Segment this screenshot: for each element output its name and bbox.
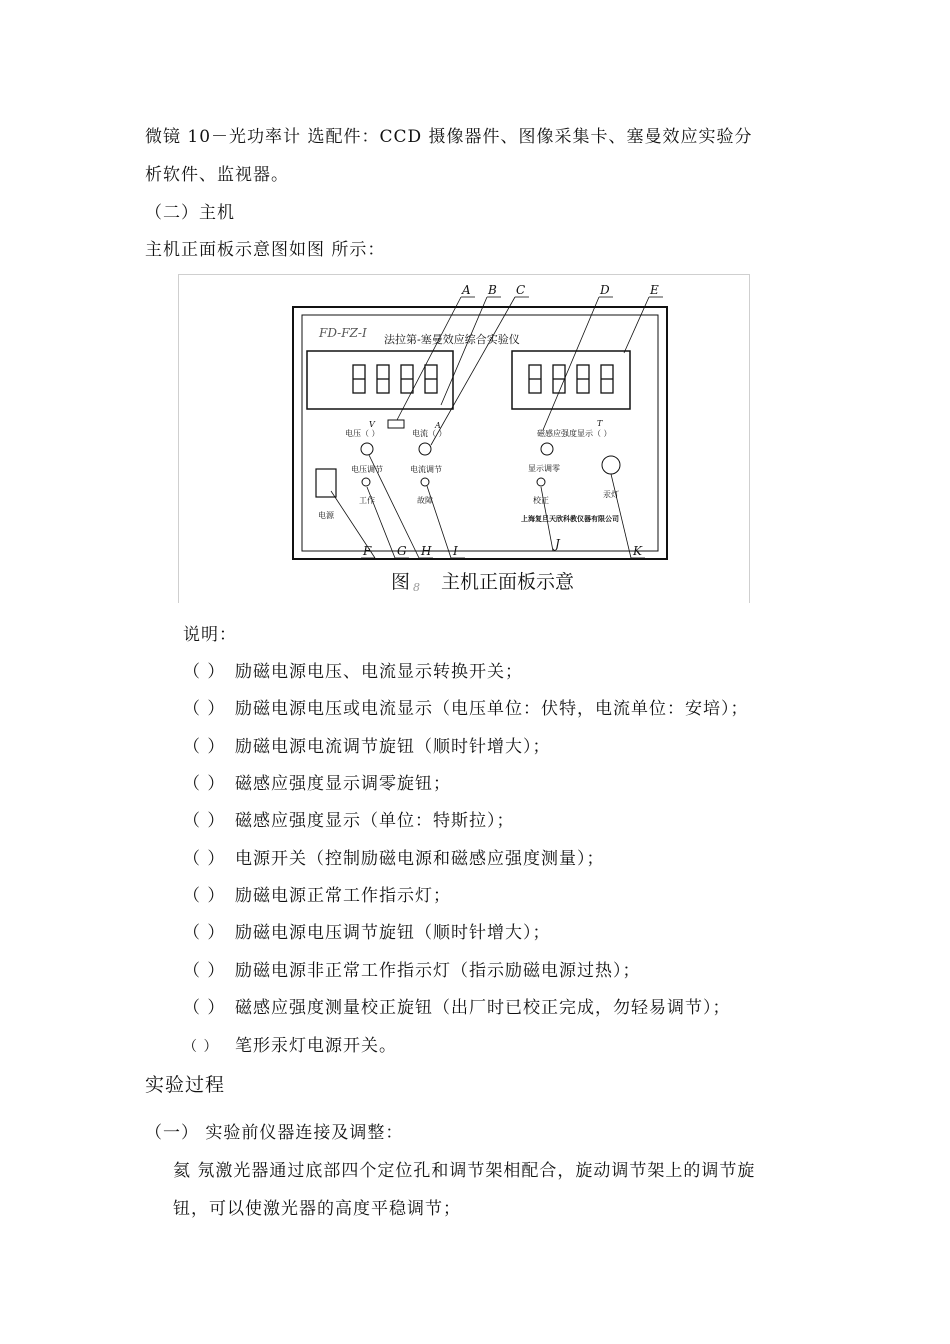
svg-text:B: B [488,283,497,297]
process-paragraph-line-2: 钮，可以使激光器的高度平稳调节； [173,1199,461,1219]
label-power: 电源 [318,511,334,520]
front-panel-figure [178,274,750,603]
panel-model: FD-FZ-I [319,326,367,340]
unit-a: A [435,421,441,430]
svg-text:I: I [453,544,458,558]
voltage-knob-ring [361,443,373,455]
unit-t: T [597,419,603,428]
label-current: 电流（ ） [412,429,447,438]
svg-text:H: H [421,544,432,558]
note-item: （ ） 励磁电源电压或电流显示（电压单位：伏特，电流单位：安培）； [183,699,749,719]
svg-text:G: G [397,544,407,558]
left-digits [353,365,437,393]
svg-text:D: D [600,283,610,297]
intro-line-2: 析软件、监视器。 [145,165,289,185]
letters-bottom [362,537,643,558]
label-zero: 显示调零 [528,464,560,473]
process-subheading: （一） 实验前仪器连接及调整： [145,1123,404,1143]
label-fault: 故障 [417,496,433,505]
label-calib: 校正 [533,496,549,505]
mercury-lamp-switch [602,456,620,474]
panel-title: 法拉第-塞曼效应综合实验仪 [384,333,520,346]
note-item: （ ） 磁感应强度显示（单位：特斯拉）； [183,811,515,831]
note-item: （ ） 励磁电源非正常工作指示灯（指示励磁电源过热）； [183,961,641,981]
panel-intro: 主机正面板示意图如图 所示： [145,240,386,260]
note-item: （ ） 磁感应强度显示调零旋钮； [183,774,451,794]
label-field: 磁感应强度显示（ ） [537,429,612,438]
svg-text:F: F [363,544,372,558]
voltage-current-display [307,351,453,409]
label-lamp: 汞灯 [603,490,619,499]
intro-line-1: 微镜 10－光功率计 选配件：CCD 摄像器件、图像采集卡、塞曼效应实验分 [145,127,753,147]
company-name: 上海复旦天欣科教仪器有限公司 [521,514,619,523]
calib-knob [537,478,545,486]
unit-v: V [369,420,375,429]
note-item: （ ） 笔形汞灯电源开关。 [183,1036,397,1056]
section-heading-host: （二）主机 [145,203,235,223]
caption-prefix: 图 [391,571,411,593]
note-item: （ ） 磁感应强度测量校正旋钮（出厂时已校正完成，勿轻易调节）； [183,998,731,1018]
label-work: 工作 [359,496,375,505]
zero-knob-ring [541,443,553,455]
label-i-adjust: 电流调节 [410,465,442,474]
note-item: （ ） 励磁电源电压、电流显示转换开关； [183,662,523,682]
note-item: （ ） 励磁电源电流调节旋钮（顺时针增大）； [183,737,551,757]
label-voltage: 电压（ ） [345,429,380,438]
notes-heading: 说明： [183,625,237,645]
field-display [512,351,630,409]
power-switch [316,469,336,497]
current-knob-ring [419,443,431,455]
caption-text: 主机正面板示意 [441,571,575,593]
right-digits [529,365,613,393]
label-v-adjust: 电压调节 [351,465,383,474]
process-paragraph-line-1: 氦 氖激光器通过底部四个定位孔和调节架相配合，旋动调节架上的调节旋 [173,1161,756,1181]
note-item: （ ） 励磁电源正常工作指示灯； [183,886,451,906]
display-switch [388,420,404,428]
svg-text:E: E [650,283,659,297]
letters-top [461,283,659,297]
svg-text:K: K [633,544,642,558]
work-lamp [362,478,370,486]
svg-text:C: C [516,283,526,297]
note-item: （ ） 励磁电源电压调节旋钮（顺时针增大）； [183,923,551,943]
note-item: （ ） 电源开关（控制励磁电源和磁感应强度测量）； [183,849,605,869]
process-heading: 实验过程 [145,1074,226,1096]
svg-text:A: A [462,283,471,297]
svg-text:J: J [555,537,560,551]
fault-lamp [421,478,429,486]
caption-number: 8 [413,581,420,594]
